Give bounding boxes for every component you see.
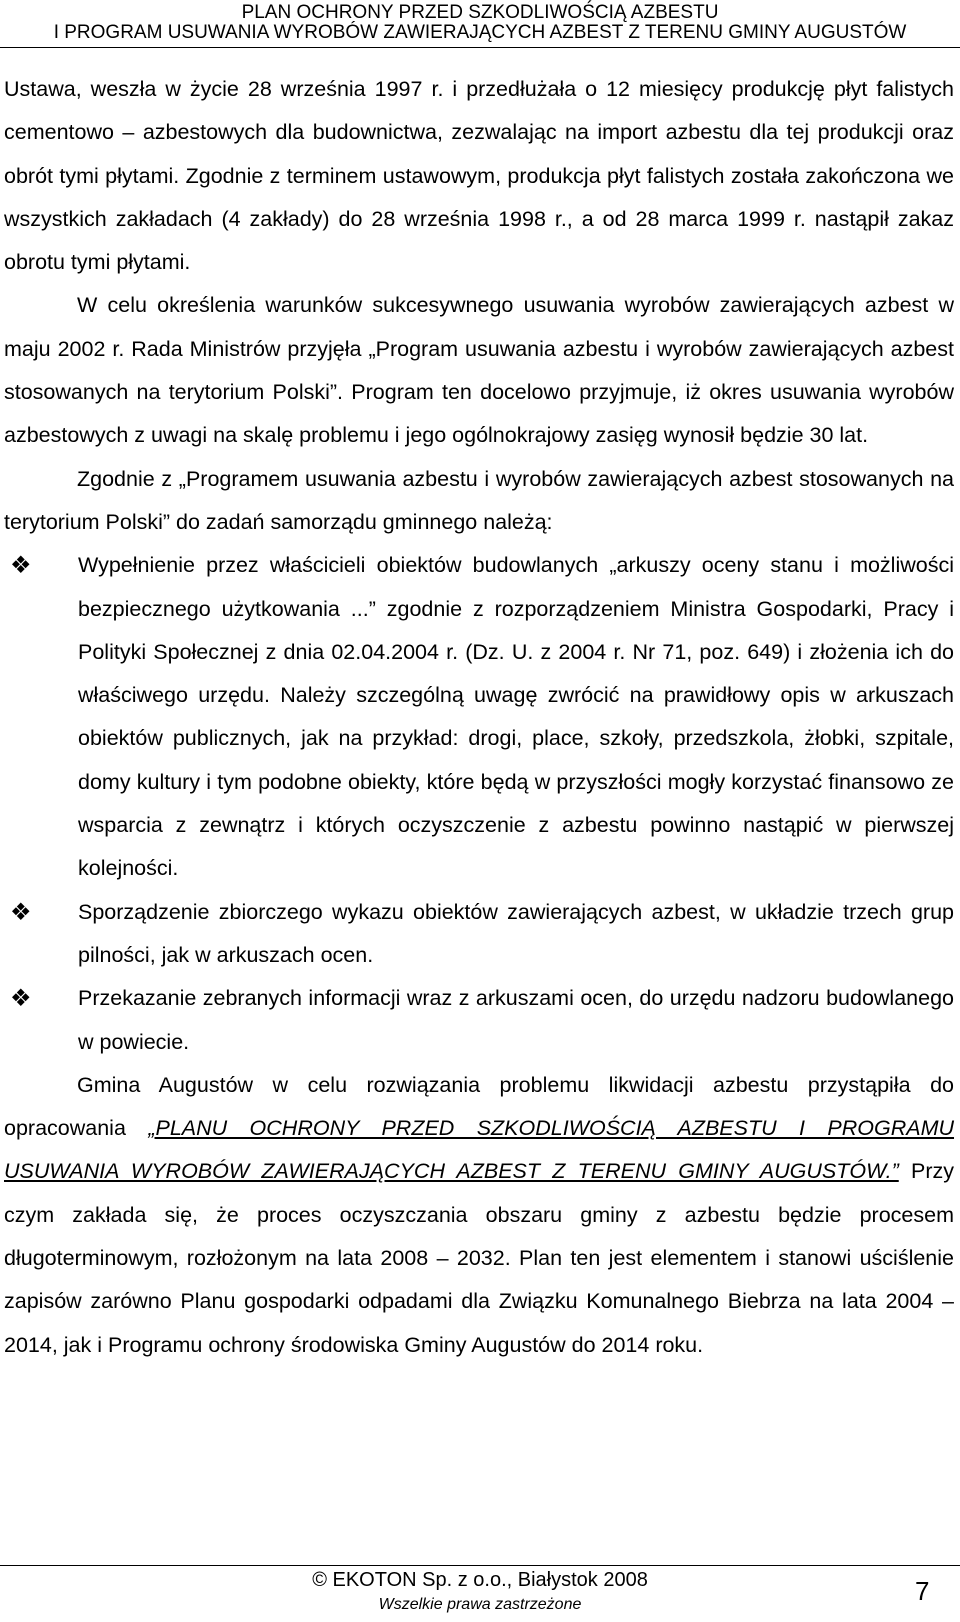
- diamond-bullet-icon: ❖: [10, 985, 32, 1013]
- paragraph-4-end: Przy czym zakłada się, że proces oczyszczania obszaru gminy z azbestu będzie procesem długoterminowym, rozłożonym na lata 2008 – 2032. Plan ten jest elementem i stanowi uściślenie zapisów zarówno Planu gospodarki odpadami dla Związku Komunalnego Biebrza na lata 2004 – 2014, jak i Programu ochrony środowiska Gminy Augustów do 2014 roku.: [4, 1159, 954, 1357]
- plan-title: „PLANU OCHRONY PRZED SZKODLIWOŚCIĄ AZBESTU I PROGRAMU USUWANIA WYROBÓW ZAWIERAJĄCYCH AZBEST Z TERENU GMINY AUGUSTÓW.”: [4, 1116, 955, 1184]
- bullet-item: [4, 544, 954, 890]
- bullet-text: Przekazanie zebranych informacji wraz z arkuszami ocen, do urzędu nadzoru budowlanego w powiecie.: [78, 986, 954, 1054]
- diamond-bullet-icon: ❖: [10, 552, 32, 580]
- header-divider: [0, 47, 960, 48]
- bullet-text: Sporządzenie zbiorczego wykazu obiektów zawierających azbest, w układzie trzech grup pilności, jak w arkuszach ocen.: [78, 899, 954, 967]
- footer-divider: [0, 1565, 960, 1566]
- header-title-line1: PLAN OCHRONY PRZED SZKODLIWOŚCIĄ AZBESTU: [241, 2, 719, 23]
- header-title-line2: I PROGRAM USUWANIA WYROBÓW ZAWIERAJĄCYCH AZBEST Z TERENU GMINY AUGUSTÓW: [53, 22, 907, 43]
- bullet-text: Wypełnienie przez właścicieli obiektów budowlanych „arkuszy oceny stanu i możliwości bezpiecznego użytkowania ...” zgodnie z rozporządzeniem Ministra Gospodarki, Pracy i Polityki Społecznej z dnia 02.04.2004 r. (Dz. U. z 2004 r. Nr 71, poz. 649) i złożenia ich do właściwego urzędu. Należy szczególną uwagę zwrócić na prawidłowy opis w arkuszach obiektów publicznych, jak na przykład: drogi, place, szkoły, przedszkola, żłobki, szpitale, domy kultury i tym podobne obiekty, które będą w przyszłości mogły korzystać finansowo ze wsparcia z zewnątrz i których oczyszczenie z azbestu powinno nastąpić w pierwszej kolejności.: [78, 553, 954, 881]
- footer-company: © EKOTON Sp. z o.o., Białystok 2008: [312, 1569, 648, 1591]
- paragraph-3: Zgodnie z „Programem usuwania azbestu i wyrobów zawierających azbest stosowanych na terytorium Polski” do zadań samorządu gminnego należą:: [4, 466, 954, 534]
- page-number: 7: [915, 1576, 930, 1606]
- diamond-bullet-icon: ❖: [10, 898, 32, 926]
- paragraph-4-start: Gmina Augustów w celu rozwiązania problemu likwidacji azbestu przystąpiła do opracowania: [4, 1072, 954, 1141]
- paragraph-4: [4, 1064, 954, 1367]
- bullet-item: [4, 977, 954, 1064]
- paragraph-2: W celu określenia warunków sukcesywnego usuwania wyrobów zawierających azbest w maju 2002 r. Rada Ministrów przyjęła „Program usuwania azbestu i wyrobów zawierających azbest stosowanych na terytorium Polski”. Program ten docelowo przyjmuje, iż okres usuwania wyrobów azbestowych z uwagi na skalę problemu i jego ogólnokrajowy zasięg wynosił będzie 30 lat.: [4, 293, 954, 448]
- paragraph-1: Ustawa, weszła w życie 28 września 1997 r. i przedłużała o 12 miesięcy produkcję płyt falistych cementowo – azbestowych dla budownictwa, zezwalając na import azbestu dla tej produkcji oraz obrót tymi płytami. Zgodnie z terminem ustawowym, produkcja płyt falistych została zakończona we wszystkich zakładach (4 zakłady) do 28 września 1998 r., a od 28 marca 1999 r. nastąpił zakaz obrotu tymi płytami.: [4, 77, 954, 275]
- footer-rights: Wszelkie prawa zastrzeżone: [378, 1596, 582, 1613]
- bullet-item: [4, 891, 954, 978]
- document-body: [4, 68, 954, 1367]
